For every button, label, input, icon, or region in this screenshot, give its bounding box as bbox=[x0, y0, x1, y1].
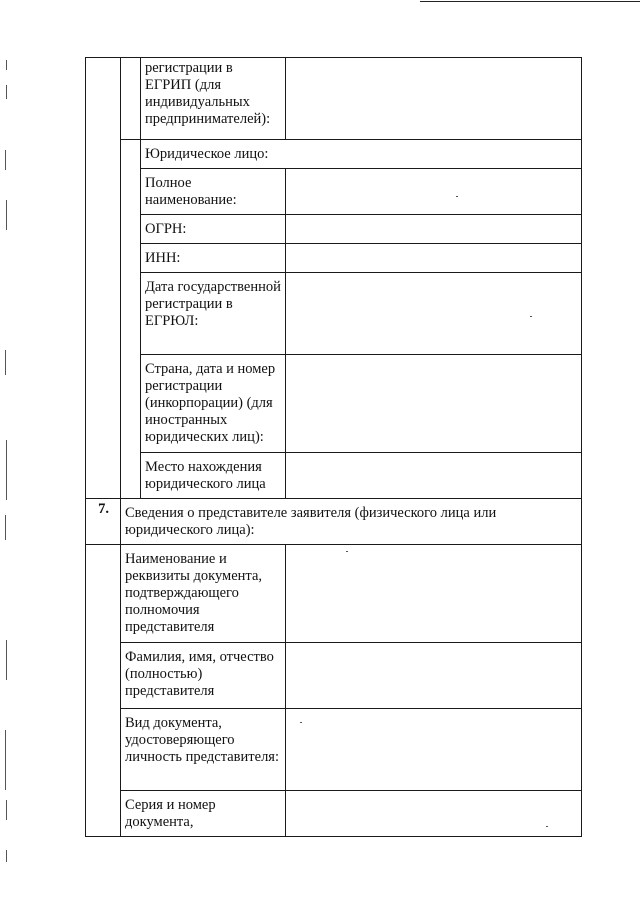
foreign-registration-label: Страна, дата и номер регистрации (инкорпорации) (для иностранных юридических лиц): bbox=[141, 355, 286, 453]
representative-name-value[interactable] bbox=[286, 643, 582, 709]
table-row bbox=[86, 273, 582, 355]
binding-margin-marks bbox=[0, 0, 16, 905]
authority-document-label: Наименование и реквизиты документа, подтверждающего полномочия представителя bbox=[121, 545, 286, 643]
inn-value[interactable] bbox=[286, 244, 582, 273]
scan-speck bbox=[300, 722, 302, 723]
location-label: Место нахождения юридического лица bbox=[141, 453, 286, 499]
foreign-registration-value[interactable] bbox=[286, 355, 582, 453]
registration-date-value[interactable] bbox=[286, 273, 582, 355]
table-row bbox=[86, 140, 582, 169]
table-row bbox=[86, 244, 582, 273]
scan-speck bbox=[530, 316, 532, 317]
subsection-cell bbox=[121, 58, 141, 140]
id-document-type-value[interactable] bbox=[286, 709, 582, 791]
document-series-number-value[interactable] bbox=[286, 791, 582, 837]
subsection-cell bbox=[121, 140, 141, 499]
section7-number: 7. bbox=[86, 499, 121, 545]
document-series-number-label: Серия и номер документа, bbox=[121, 791, 286, 837]
table-row bbox=[86, 709, 582, 791]
table-row bbox=[86, 643, 582, 709]
registration-date-label: Дата государственной регистрации в ЕГРЮЛ: bbox=[141, 273, 286, 355]
table-row bbox=[86, 499, 582, 545]
table-row bbox=[86, 169, 582, 215]
table-row bbox=[86, 215, 582, 244]
top-rule bbox=[420, 1, 640, 2]
id-document-type-label: Вид документа, удостоверяющего личность представителя: bbox=[121, 709, 286, 791]
scan-speck bbox=[546, 826, 548, 827]
scan-speck bbox=[346, 551, 348, 552]
section7-number-cell bbox=[86, 545, 121, 837]
full-name-value[interactable] bbox=[286, 169, 582, 215]
legal-entity-header: Юридическое лицо: bbox=[141, 140, 582, 169]
ogrn-label: ОГРН: bbox=[141, 215, 286, 244]
section6-number-cell bbox=[86, 58, 121, 499]
inn-label: ИНН: bbox=[141, 244, 286, 273]
full-name-label: Полное наименование: bbox=[141, 169, 286, 215]
location-value[interactable] bbox=[286, 453, 582, 499]
application-form-table bbox=[85, 57, 582, 837]
egrip-registration-label: регистрации в ЕГРИП (для индивидуальных предпринимателей): bbox=[141, 58, 286, 140]
table-row bbox=[86, 355, 582, 453]
egrip-registration-value[interactable] bbox=[286, 58, 582, 140]
ogrn-value[interactable] bbox=[286, 215, 582, 244]
table-row bbox=[86, 58, 582, 140]
table-row bbox=[86, 791, 582, 837]
scan-speck bbox=[456, 196, 458, 197]
table-row bbox=[86, 545, 582, 643]
table-row bbox=[86, 453, 582, 499]
section7-title: Сведения о представителе заявителя (физического лица или юридического лица): bbox=[121, 499, 582, 545]
authority-document-value[interactable] bbox=[286, 545, 582, 643]
representative-name-label: Фамилия, имя, отчество (полностью) представителя bbox=[121, 643, 286, 709]
